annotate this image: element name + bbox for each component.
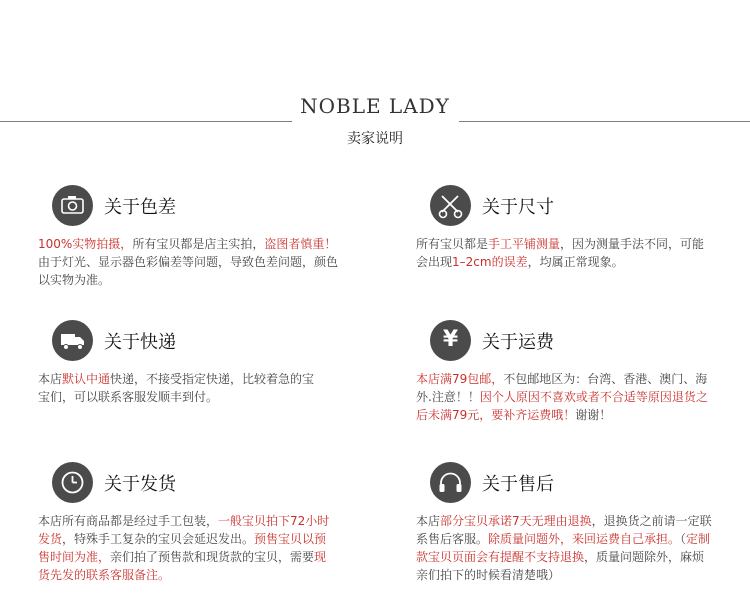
clock-icon	[52, 462, 93, 503]
body-text: 本店所有商品都是经过手工包装，	[38, 514, 219, 528]
body-text: ，质量问题除外，麻烦亲们拍下的时候看清楚哦）	[416, 550, 705, 582]
section-title: 关于发货	[104, 474, 176, 495]
page-subtitle: 卖家说明	[347, 131, 403, 147]
body-text: 所有宝贝都是店主实拍，	[132, 237, 265, 251]
body-text: ，特殊手工复杂的宝贝会延迟发出。	[62, 532, 255, 546]
section-size	[416, 185, 716, 271]
header-divider-right	[459, 121, 750, 122]
body-text: 谢谢！	[575, 408, 612, 422]
brand-name: NOBLE LADY	[300, 94, 450, 118]
section-after-sales	[416, 462, 716, 584]
highlight-text: 现货先发的联系客服备注。	[38, 550, 327, 582]
body-text: 本店	[416, 514, 441, 528]
section-courier	[38, 320, 320, 406]
highlight-text: 定制款宝贝页面会有提醒不支持退换	[416, 532, 711, 564]
highlight-text: 本店满79包邮，	[416, 372, 504, 386]
body-text: ，因为测量手法不同，可能会出现	[416, 237, 705, 269]
body-text: 不包邮地区为：台湾、香港、澳门、海外.注意！！	[416, 372, 708, 404]
body-text: 所有宝贝都是	[416, 237, 489, 251]
yen-icon: ¥	[430, 320, 471, 361]
highlight-text: 1–2cm的误差	[452, 255, 528, 269]
section-shipping-fee	[416, 320, 716, 424]
body-text: 本店	[38, 372, 63, 386]
section-title: 关于快递	[104, 332, 176, 353]
highlight-text: 除质量问题外，来回运费自己承担。	[488, 532, 681, 546]
section-title: 关于尺寸	[482, 197, 554, 218]
section-title: 关于运费	[482, 332, 554, 353]
headphones-icon	[430, 462, 471, 503]
section-body	[416, 512, 716, 584]
section-body	[38, 512, 338, 584]
header-divider-left	[0, 121, 292, 122]
highlight-text: 100%实物拍摄，	[38, 237, 133, 251]
section-body	[416, 235, 716, 271]
highlight-text: 因个人原因不喜欢或者不合适等原因退货之后未满79元，要补齐运费哦！	[416, 390, 708, 422]
section-title: 关于色差	[104, 197, 176, 218]
highlight-text: 默认中通	[62, 372, 111, 386]
delivery-truck-icon	[52, 320, 93, 361]
highlight-text: 预售宝贝以预售时间为准，	[38, 532, 327, 564]
section-delivery	[38, 462, 338, 584]
highlight-text: 部分宝贝承诺7天无理由退换	[440, 514, 592, 528]
scissors-icon	[430, 185, 471, 226]
body-text: ，退换货之前请一定联系售后客服。	[416, 514, 712, 546]
section-color-difference	[38, 185, 338, 289]
highlight-text: 手工平铺测量	[488, 237, 561, 251]
section-body	[38, 370, 320, 406]
highlight-text: 一般宝贝拍下72小时发货	[38, 514, 330, 546]
section-body	[416, 370, 716, 424]
highlight-text: 盗图者慎重！	[264, 237, 337, 251]
body-text: 由于灯光、显示器色彩偏差等问题，导致色差问题，颜色以实物为准。	[38, 255, 339, 287]
section-title: 关于售后	[482, 474, 554, 495]
camera-icon	[52, 185, 93, 226]
body-text: 快递，不接受指定快递，比较着急的宝宝们，可以联系客服发顺丰到付。	[38, 372, 315, 404]
body-text: ，均属正常现象。	[527, 255, 624, 269]
section-body	[38, 235, 338, 289]
body-text: （	[680, 532, 687, 546]
body-text: 亲们拍了预售款和现货款的宝贝，需要	[110, 550, 315, 564]
